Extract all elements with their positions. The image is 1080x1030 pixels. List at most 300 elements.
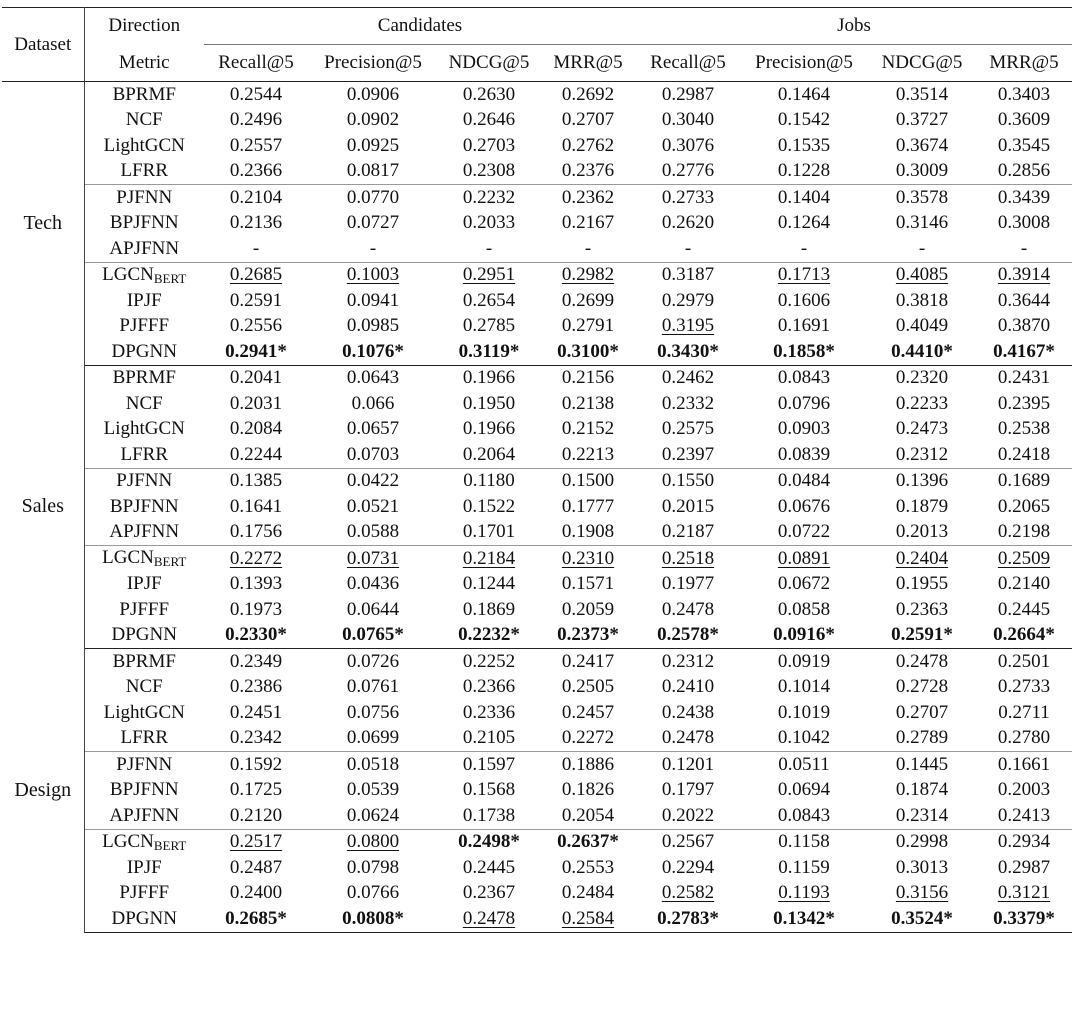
table-row bbox=[2, 623, 1072, 649]
metric-value bbox=[868, 159, 976, 185]
metric-value bbox=[636, 597, 740, 623]
metric-value bbox=[868, 391, 976, 417]
metric-value-text: 0.2320 bbox=[895, 367, 949, 389]
metric-value bbox=[438, 262, 540, 288]
metric-value-text: 0.2789 bbox=[895, 727, 949, 749]
model-name-text: PJFFF bbox=[119, 598, 170, 620]
metric-value-text: 0.0891 bbox=[777, 547, 831, 569]
metric-value bbox=[308, 159, 438, 185]
model-name-text: BPJFNN bbox=[109, 495, 179, 517]
metric-value bbox=[868, 185, 976, 211]
dataset-header: Dataset bbox=[2, 8, 84, 82]
model-name-text: PJFNN bbox=[116, 753, 173, 775]
metric-value-text: 0.2367 bbox=[462, 882, 516, 904]
metric-value bbox=[976, 339, 1072, 365]
model-name-text: DPGNN bbox=[111, 624, 177, 646]
metric-value-text: 0.1641 bbox=[229, 495, 283, 517]
metric-value bbox=[438, 829, 540, 855]
metric-value bbox=[868, 133, 976, 159]
metric-value bbox=[636, 803, 740, 829]
model-name bbox=[84, 778, 204, 804]
table-row bbox=[2, 546, 1072, 572]
metric-value-text: 0.2578* bbox=[657, 624, 719, 646]
metric-value-text: 0.1973 bbox=[229, 598, 283, 620]
table-row bbox=[2, 314, 1072, 340]
metric-value-text: 0.2397 bbox=[661, 443, 715, 465]
metric-value-text: 0.2457 bbox=[561, 701, 615, 723]
metric-value-text: 0.1777 bbox=[561, 495, 615, 517]
metric-value bbox=[540, 365, 636, 391]
metric-value bbox=[868, 262, 976, 288]
metric-value-text: 0.2762 bbox=[561, 134, 615, 156]
metric-value-text: - bbox=[584, 237, 592, 259]
metric-value-text: 0.2376 bbox=[561, 160, 615, 182]
metric-value bbox=[308, 133, 438, 159]
metric-value bbox=[740, 236, 868, 262]
metric-value bbox=[740, 675, 868, 701]
metric-value bbox=[438, 778, 540, 804]
model-name bbox=[84, 442, 204, 468]
model-name-text: IPJF bbox=[126, 573, 162, 595]
table-row bbox=[2, 855, 1072, 881]
metric-col-header: NDCG@5 bbox=[868, 45, 976, 82]
table-row bbox=[2, 675, 1072, 701]
metric-value-text: 0.3013 bbox=[895, 856, 949, 878]
metric-value bbox=[636, 108, 740, 134]
model-name-text: LGCN bbox=[102, 547, 154, 569]
metric-value-text: 0.1445 bbox=[895, 753, 949, 775]
metric-col-header: MRR@5 bbox=[540, 45, 636, 82]
metric-value bbox=[740, 881, 868, 907]
metric-value bbox=[204, 468, 308, 494]
metric-value-text: 0.2167 bbox=[561, 212, 615, 234]
table-row bbox=[2, 133, 1072, 159]
metric-value bbox=[976, 159, 1072, 185]
metric-value bbox=[976, 829, 1072, 855]
metric-value-text: 0.1713 bbox=[777, 264, 831, 286]
metric-value bbox=[740, 185, 868, 211]
metric-value-text: 0.1756 bbox=[229, 521, 283, 543]
metric-value-text: 0.2707 bbox=[561, 109, 615, 131]
model-subscript: BERT bbox=[153, 837, 187, 853]
metric-value bbox=[438, 314, 540, 340]
metric-value bbox=[868, 700, 976, 726]
metric-value bbox=[976, 597, 1072, 623]
metric-value-text: 0.1691 bbox=[777, 315, 831, 337]
metric-value bbox=[636, 675, 740, 701]
metric-value-text: 0.1180 bbox=[463, 470, 515, 492]
metric-value-text: 0.2213 bbox=[561, 443, 615, 465]
metric-value bbox=[308, 288, 438, 314]
metric-value-text: 0.2538 bbox=[997, 418, 1051, 440]
model-name bbox=[84, 881, 204, 907]
metric-value-text: 0.0808* bbox=[342, 907, 404, 929]
metric-value bbox=[868, 314, 976, 340]
metric-value bbox=[740, 829, 868, 855]
metric-value-text: 0.2064 bbox=[462, 443, 516, 465]
metric-value-text: 0.2557 bbox=[229, 134, 283, 156]
metric-value bbox=[636, 133, 740, 159]
model-name bbox=[84, 236, 204, 262]
metric-value-text: 0.2591* bbox=[891, 624, 953, 646]
metric-value-text: 0.0839 bbox=[777, 443, 831, 465]
metric-value-text: 0.2987 bbox=[661, 83, 715, 105]
metric-value bbox=[540, 649, 636, 675]
metric-value bbox=[868, 288, 976, 314]
metric-value bbox=[438, 649, 540, 675]
metric-value-text: 0.0518 bbox=[346, 753, 400, 775]
model-name bbox=[84, 597, 204, 623]
metric-value bbox=[308, 391, 438, 417]
metric-value bbox=[740, 726, 868, 752]
metric-value bbox=[868, 778, 976, 804]
model-name-text: DPGNN bbox=[111, 340, 177, 362]
model-name bbox=[84, 546, 204, 572]
metric-value-text: 0.2105 bbox=[462, 727, 516, 749]
model-name bbox=[84, 572, 204, 598]
metric-value bbox=[540, 726, 636, 752]
metric-value-text: 0.2336 bbox=[462, 701, 516, 723]
metric-value-text: 0.2431 bbox=[997, 367, 1051, 389]
metric-value-text: 0.0761 bbox=[346, 676, 400, 698]
metric-value-text: 0.2462 bbox=[661, 367, 715, 389]
metric-value-text: 0.2140 bbox=[997, 573, 1051, 595]
metric-value-text: 0.2373* bbox=[557, 624, 619, 646]
metric-value-text: 0.0726 bbox=[346, 650, 400, 672]
metric-value bbox=[204, 700, 308, 726]
metric-value-text: 0.0644 bbox=[346, 598, 400, 620]
model-name-text: LGCN bbox=[102, 830, 154, 852]
metric-value bbox=[540, 108, 636, 134]
metric-value bbox=[308, 82, 438, 108]
metric-value bbox=[540, 803, 636, 829]
metric-value-text: 0.0484 bbox=[777, 470, 831, 492]
model-name bbox=[84, 82, 204, 108]
metric-value-text: - bbox=[1020, 237, 1028, 259]
metric-value bbox=[740, 211, 868, 237]
metric-value-text: 0.1568 bbox=[462, 779, 516, 801]
metric-value bbox=[540, 211, 636, 237]
metric-value bbox=[308, 365, 438, 391]
metric-value-text: - bbox=[485, 237, 493, 259]
metric-value bbox=[438, 752, 540, 778]
metric-value bbox=[438, 211, 540, 237]
metric-value-text: 0.0903 bbox=[777, 418, 831, 440]
metric-value-text: 0.1522 bbox=[462, 495, 516, 517]
metric-value bbox=[976, 288, 1072, 314]
metric-value bbox=[438, 881, 540, 907]
metric-value-text: 0.0672 bbox=[777, 573, 831, 595]
metric-value bbox=[204, 572, 308, 598]
metric-value bbox=[540, 494, 636, 520]
model-name bbox=[84, 468, 204, 494]
metric-value-text: 0.0703 bbox=[346, 443, 400, 465]
metric-value-text: 0.1879 bbox=[895, 495, 949, 517]
metric-value bbox=[636, 752, 740, 778]
model-name bbox=[84, 211, 204, 237]
metric-value bbox=[740, 494, 868, 520]
table-row bbox=[2, 700, 1072, 726]
metric-value-text: 0.3430* bbox=[657, 340, 719, 362]
table-row bbox=[2, 572, 1072, 598]
metric-value-text: 0.2509 bbox=[997, 547, 1051, 569]
metric-value-text: 0.2033 bbox=[462, 212, 516, 234]
metric-value-text: 0.2410 bbox=[661, 676, 715, 698]
metric-value bbox=[636, 185, 740, 211]
metric-value bbox=[308, 649, 438, 675]
metric-value-text: 0.3578 bbox=[895, 186, 949, 208]
metric-value bbox=[636, 906, 740, 932]
metric-value-text: 0.2022 bbox=[661, 804, 715, 826]
metric-value bbox=[868, 520, 976, 546]
model-name-text: BPJFNN bbox=[109, 779, 179, 801]
table-row bbox=[2, 365, 1072, 391]
metric-value-text: 0.2349 bbox=[229, 650, 283, 672]
metric-value bbox=[976, 700, 1072, 726]
metric-value-text: 0.1597 bbox=[462, 753, 516, 775]
metric-value-text: 0.0521 bbox=[346, 495, 400, 517]
metric-value bbox=[204, 855, 308, 881]
metric-value-text: 0.1725 bbox=[229, 779, 283, 801]
metric-value-text: 0.2187 bbox=[661, 521, 715, 543]
metric-value bbox=[308, 675, 438, 701]
metric-value bbox=[540, 675, 636, 701]
metric-value bbox=[868, 494, 976, 520]
metric-value-text: 0.2473 bbox=[895, 418, 949, 440]
metric-value bbox=[540, 597, 636, 623]
metric-value-text: 0.0727 bbox=[346, 212, 400, 234]
metric-value-text: 0.3914 bbox=[997, 264, 1051, 286]
metric-value bbox=[740, 906, 868, 932]
metric-value bbox=[308, 520, 438, 546]
metric-value-text: 0.1464 bbox=[777, 83, 831, 105]
metric-value bbox=[204, 494, 308, 520]
metric-value bbox=[636, 82, 740, 108]
metric-value bbox=[976, 803, 1072, 829]
metric-value bbox=[308, 442, 438, 468]
metric-value bbox=[740, 159, 868, 185]
metric-value bbox=[308, 236, 438, 262]
metric-value-text: 0.0902 bbox=[346, 109, 400, 131]
metric-value-text: 0.2654 bbox=[462, 289, 516, 311]
metric-value-text: 0.2445 bbox=[462, 856, 516, 878]
metric-value-text: 0.2591 bbox=[229, 289, 283, 311]
metric-value-text: 0.1966 bbox=[462, 418, 516, 440]
metric-value-text: 0.2620 bbox=[661, 212, 715, 234]
metric-value-text: 0.2054 bbox=[561, 804, 615, 826]
model-name-text: LFRR bbox=[120, 443, 169, 465]
metric-value bbox=[438, 391, 540, 417]
metric-value bbox=[308, 417, 438, 443]
metric-value bbox=[636, 236, 740, 262]
metric-value bbox=[204, 520, 308, 546]
metric-value-text: 0.0756 bbox=[346, 701, 400, 723]
metric-value bbox=[636, 365, 740, 391]
model-name bbox=[84, 288, 204, 314]
metric-value-text: 0.3076 bbox=[661, 134, 715, 156]
metric-value bbox=[740, 417, 868, 443]
model-name bbox=[84, 159, 204, 185]
metric-value-text: 0.3644 bbox=[997, 289, 1051, 311]
table-row bbox=[2, 494, 1072, 520]
metric-value-text: 0.3009 bbox=[895, 160, 949, 182]
metric-value bbox=[204, 159, 308, 185]
metric-value bbox=[976, 572, 1072, 598]
metric-value bbox=[540, 778, 636, 804]
metric-value-text: 0.2630 bbox=[462, 83, 516, 105]
metric-value-text: - bbox=[918, 237, 926, 259]
metric-value-text: 0.1908 bbox=[561, 521, 615, 543]
metric-value bbox=[740, 855, 868, 881]
metric-value bbox=[204, 829, 308, 855]
metric-value bbox=[204, 675, 308, 701]
metric-value-text: 0.1019 bbox=[777, 701, 831, 723]
metric-value-text: 0.0511 bbox=[778, 753, 830, 775]
metric-value-text: 0.1244 bbox=[462, 573, 516, 595]
metric-value bbox=[540, 417, 636, 443]
metric-value-text: 0.2478 bbox=[661, 727, 715, 749]
metric-value bbox=[976, 726, 1072, 752]
metric-value bbox=[868, 855, 976, 881]
metric-value bbox=[308, 623, 438, 649]
metric-value bbox=[636, 572, 740, 598]
metric-value-text: 0.2785 bbox=[462, 315, 516, 337]
model-name-text: APJFNN bbox=[109, 804, 180, 826]
metric-value bbox=[976, 314, 1072, 340]
metric-value bbox=[540, 881, 636, 907]
metric-value-text: 0.2733 bbox=[997, 676, 1051, 698]
metric-value bbox=[308, 211, 438, 237]
metric-value bbox=[636, 546, 740, 572]
metric-value bbox=[540, 906, 636, 932]
metric-value bbox=[976, 365, 1072, 391]
metric-value bbox=[868, 597, 976, 623]
model-name bbox=[84, 675, 204, 701]
metric-value-text: 0.0539 bbox=[346, 779, 400, 801]
metric-value bbox=[868, 881, 976, 907]
metric-value bbox=[636, 700, 740, 726]
metric-value-text: 0.1393 bbox=[229, 573, 283, 595]
metric-value bbox=[438, 546, 540, 572]
model-name-text: PJFNN bbox=[116, 470, 173, 492]
metric-value bbox=[976, 623, 1072, 649]
model-name-text: APJFNN bbox=[109, 237, 180, 259]
metric-value-text: 0.0843 bbox=[777, 804, 831, 826]
metric-value bbox=[636, 623, 740, 649]
metric-value bbox=[636, 829, 740, 855]
metric-value-text: 0.2776 bbox=[661, 160, 715, 182]
metric-value bbox=[204, 82, 308, 108]
metric-value-text: 0.2342 bbox=[229, 727, 283, 749]
metric-value-text: 0.2413 bbox=[997, 804, 1051, 826]
metric-value bbox=[540, 855, 636, 881]
metric-value-text: 0.0624 bbox=[346, 804, 400, 826]
metric-value-text: 0.2198 bbox=[997, 521, 1051, 543]
metric-value bbox=[740, 623, 868, 649]
model-name bbox=[84, 133, 204, 159]
metric-value bbox=[438, 442, 540, 468]
metric-value bbox=[540, 339, 636, 365]
metric-value-text: 0.2065 bbox=[997, 495, 1051, 517]
metric-value-text: 0.1592 bbox=[229, 753, 283, 775]
table-row bbox=[2, 726, 1072, 752]
metric-value bbox=[308, 855, 438, 881]
metric-value bbox=[868, 108, 976, 134]
metric-value bbox=[636, 778, 740, 804]
metric-value bbox=[308, 752, 438, 778]
metric-value bbox=[740, 442, 868, 468]
metric-value bbox=[976, 675, 1072, 701]
metric-value bbox=[976, 881, 1072, 907]
metric-value bbox=[308, 726, 438, 752]
metric-value bbox=[740, 572, 868, 598]
metric-col-header: Precision@5 bbox=[740, 45, 868, 82]
metric-value-text: 0.3514 bbox=[895, 83, 949, 105]
metric-value-text: 0.2400 bbox=[229, 882, 283, 904]
metric-value-text: 0.1874 bbox=[895, 779, 949, 801]
metric-value bbox=[540, 314, 636, 340]
model-name-text: LightGCN bbox=[103, 418, 185, 440]
metric-value-text: 0.1606 bbox=[777, 289, 831, 311]
metric-value-text: 0.0796 bbox=[777, 392, 831, 414]
metric-value bbox=[438, 906, 540, 932]
metric-value-text: 0.2363 bbox=[895, 598, 949, 620]
metric-value-text: 0.2646 bbox=[462, 109, 516, 131]
metric-value-text: 0.0770 bbox=[346, 186, 400, 208]
metric-value-text: 0.2941* bbox=[225, 340, 287, 362]
model-name bbox=[84, 108, 204, 134]
metric-value bbox=[204, 417, 308, 443]
table-body bbox=[2, 82, 1072, 933]
table-row bbox=[2, 262, 1072, 288]
metric-value bbox=[438, 82, 540, 108]
metric-value-text: 0.0817 bbox=[346, 160, 400, 182]
metric-value-text: 0.2308 bbox=[462, 160, 516, 182]
metric-value-text: 0.1689 bbox=[997, 470, 1051, 492]
model-name bbox=[84, 623, 204, 649]
metric-value-text: 0.0694 bbox=[777, 779, 831, 801]
metric-value-text: 0.0766 bbox=[346, 882, 400, 904]
model-name-text: PJFFF bbox=[119, 315, 170, 337]
metric-value-text: 0.1661 bbox=[997, 753, 1051, 775]
metric-value bbox=[204, 726, 308, 752]
metric-value bbox=[868, 211, 976, 237]
table-row bbox=[2, 597, 1072, 623]
metric-value bbox=[868, 339, 976, 365]
model-name-text: LGCN bbox=[102, 263, 154, 285]
metric-value-text: 0.2501 bbox=[997, 650, 1051, 672]
metric-value bbox=[204, 623, 308, 649]
metric-value bbox=[308, 803, 438, 829]
metric-value-text: 0.2518 bbox=[661, 547, 715, 569]
metric-value-text: 0.1076* bbox=[342, 340, 404, 362]
metric-value bbox=[308, 314, 438, 340]
metric-value bbox=[540, 391, 636, 417]
metric-value-text: 0.3545 bbox=[997, 134, 1051, 156]
metric-value-text: 0.3727 bbox=[895, 109, 949, 131]
metric-value-text: 0.2136 bbox=[229, 212, 283, 234]
metric-value bbox=[868, 468, 976, 494]
model-name-text: BPRMF bbox=[112, 650, 176, 672]
metric-value-text: 0.2272 bbox=[561, 727, 615, 749]
model-name bbox=[84, 700, 204, 726]
metric-value bbox=[976, 211, 1072, 237]
table-row bbox=[2, 288, 1072, 314]
table-row bbox=[2, 520, 1072, 546]
metric-value-text: 0.2184 bbox=[462, 547, 516, 569]
metric-value-text: 0.0800 bbox=[346, 831, 400, 853]
metric-value-text: 0.0985 bbox=[346, 315, 400, 337]
